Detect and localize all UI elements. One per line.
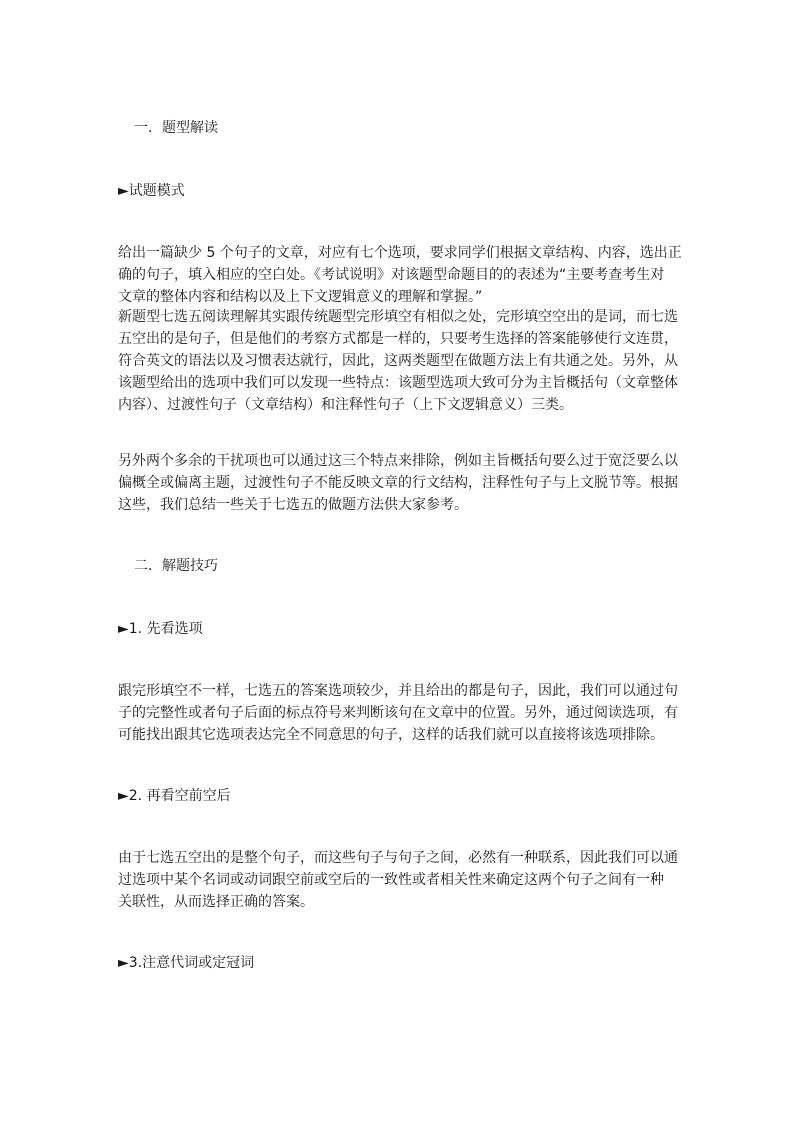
paragraph-line: 偏概全或偏离主题，过渡性句子不能反映文章的行文结构，注释性句子与上文脱节等。根据 bbox=[118, 475, 678, 491]
subheading-question-format: ►试题模式 bbox=[118, 183, 185, 199]
paragraph-line: 符合英文的语法以及习惯表达就行，因此，这两类题型在做题方法上有共通之处。另外，从 bbox=[118, 353, 678, 369]
paragraph-line: 确的句子，填入相应的空白处。《考试说明》对该题型命题目的的表述为“主要考查考生对 bbox=[118, 267, 665, 283]
section-heading-2: 二．解题技巧 bbox=[134, 558, 218, 574]
paragraph-line: 新题型七选五阅读理解其实跟传统题型完形填空有相似之处，完形填空空出的是词，而七选 bbox=[118, 309, 678, 325]
paragraph-line: 过选项中某个名词或动词跟空前或空后的一致性或者相关性来确定这两个句子之间有一种 bbox=[118, 872, 664, 888]
paragraph-line: 可能找出跟其它选项表达完全不同意思的句子，这样的话我们就可以直接将该选项排除。 bbox=[118, 727, 664, 743]
paragraph-line: 关联性，从而选择正确的答案。 bbox=[118, 894, 314, 910]
tip-heading-3: ►3.注意代词或定冠词 bbox=[118, 955, 255, 971]
paragraph-line: 子的完整性或者句子后面的标点符号来判断该句在文章中的位置。另外，通过阅读选项，有 bbox=[118, 705, 678, 721]
paragraph-line: 这些，我们总结一些关于七选五的做题方法供大家参考。 bbox=[118, 497, 468, 513]
paragraph-line: 五空出的是句子，但是他们的考察方式都是一样的，只要考生选择的答案能够使行文连贯， bbox=[118, 331, 678, 347]
tip-heading-2: ►2. 再看空前空后 bbox=[118, 788, 231, 804]
paragraph-line: 跟完形填空不一样，七选五的答案选项较少，并且给出的都是句子，因此，我们可以通过句 bbox=[118, 683, 678, 699]
paragraph-line: 由于七选五空出的是整个句子，而这些句子与句子之间，必然有一种联系，因此我们可以通 bbox=[118, 850, 678, 866]
tip-heading-1: ►1. 先看选项 bbox=[118, 621, 203, 637]
paragraph-line: 另外两个多余的干扰项也可以通过这三个特点来排除，例如主旨概括句要么过于宽泛要么以 bbox=[118, 453, 678, 469]
paragraph-line: 给出一篇缺少 5 个句子的文章，对应有七个选项，要求同学们根据文章结构、内容，选出正 bbox=[118, 245, 682, 261]
paragraph-line: 内容）、过渡性句子（文章结构）和注释性句子（上下文逻辑意义）三类。 bbox=[118, 397, 573, 413]
section-heading-1: 一．题型解读 bbox=[134, 120, 218, 136]
paragraph-line: 该题型给出的选项中我们可以发现一些特点：该题型选项大致可分为主旨概括句（文章整体 bbox=[118, 375, 678, 391]
paragraph-line: 文章的整体内容和结构以及上下文逻辑意义的理解和掌握。” bbox=[118, 289, 483, 305]
